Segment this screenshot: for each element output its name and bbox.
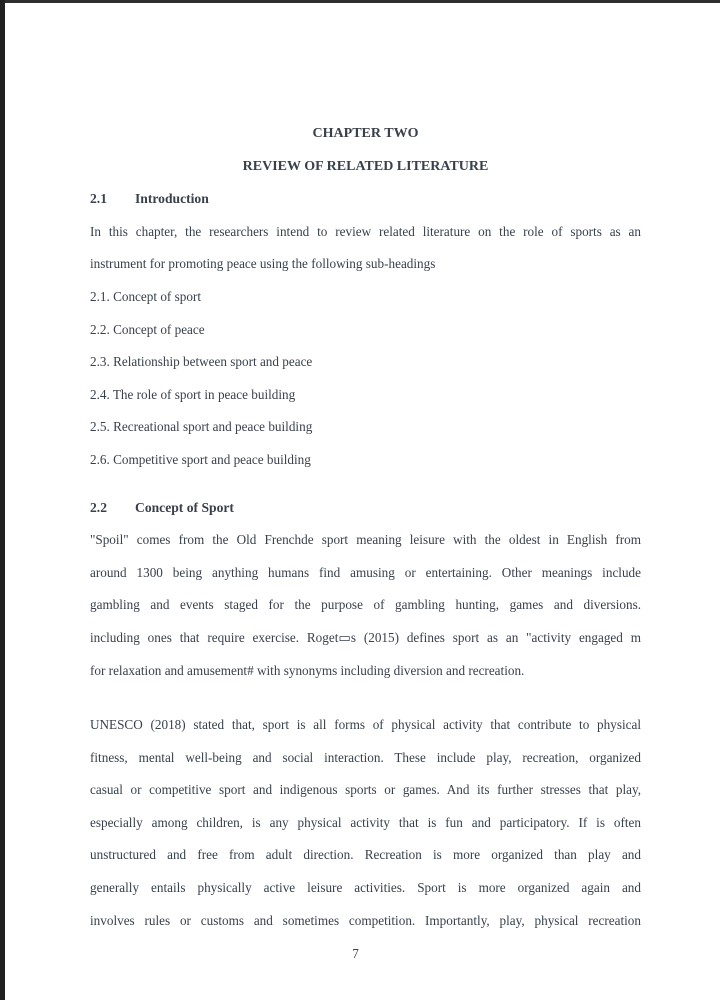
text-line: for relaxation and amusement# with synonyms including diversion and recreation. [90,662,525,678]
text-line: generally entails physically active leisure activities. Sport is more organized again and [90,880,641,896]
text-line: UNESCO (2018) stated that, sport is all forms of physical activity that contribute to physical [90,717,641,733]
text-line: instrument for promoting peace using the following sub-headings [90,256,436,272]
page-left-edge-strip [0,0,5,1000]
page-content [90,118,641,937]
text-line: involves rules or customs and sometimes competition. Importantly, play, physical recreation [90,912,641,928]
section-title: Concept of Sport [135,499,234,515]
text-line: around 1300 being anything humans find amusing or entertaining. Other meanings include [90,564,641,580]
sub-headings-list [90,281,641,477]
section-title: Introduction [135,191,209,207]
text-line: 2.5. Recreational sport and peace building [90,419,313,435]
page-top-edge-line [0,0,720,3]
text-line: casual or competitive sport and indigenous sports or games. And its further stresses that play, [90,782,641,798]
concept-of-sport-paragraph-2 [90,709,641,937]
chapter-subheading: REVIEW OF RELATED LITERATURE [242,158,489,174]
chapter-heading: CHAPTER TWO [312,126,419,141]
text-line: 2.1. Concept of sport [90,288,201,304]
text-line: fitness, mental well-being and social interaction. These include play, recreation, organized [90,749,641,765]
section-heading-introduction [90,183,641,216]
text-line: "Spoil" comes from the Old Frenchde sport meaning leisure with the oldest in English from [90,532,641,548]
concept-of-sport-paragraph-1 [90,524,641,687]
text-line: especially among children, is any physical activity that is fun and participatory. If is often [90,814,641,830]
text-line: gambling and events staged for the purpose of gambling hunting, games and diversions. [90,597,641,613]
section-heading-concept-of-sport [90,492,641,525]
text-line: 2.3. Relationship between sport and peace [90,354,313,370]
introduction-paragraph [90,216,641,281]
text-line: including ones that require exercise. Roget▭s (2015) defines sport as an "activity engaged m [90,629,641,645]
section-number: 2.2 [90,499,107,515]
text-line: unstructured and free from adult direction. Recreation is more organized than play and [90,847,641,863]
text-line: In this chapter, the researchers intend to review related literature on the role of sports as an [90,223,641,239]
text-line: 2.6. Competitive sport and peace building [90,451,311,467]
page-number: 7 [352,946,359,961]
text-line: 2.4. The role of sport in peace building [90,386,296,402]
text-line: 2.2. Concept of peace [90,321,205,337]
section-number: 2.1 [90,191,107,207]
